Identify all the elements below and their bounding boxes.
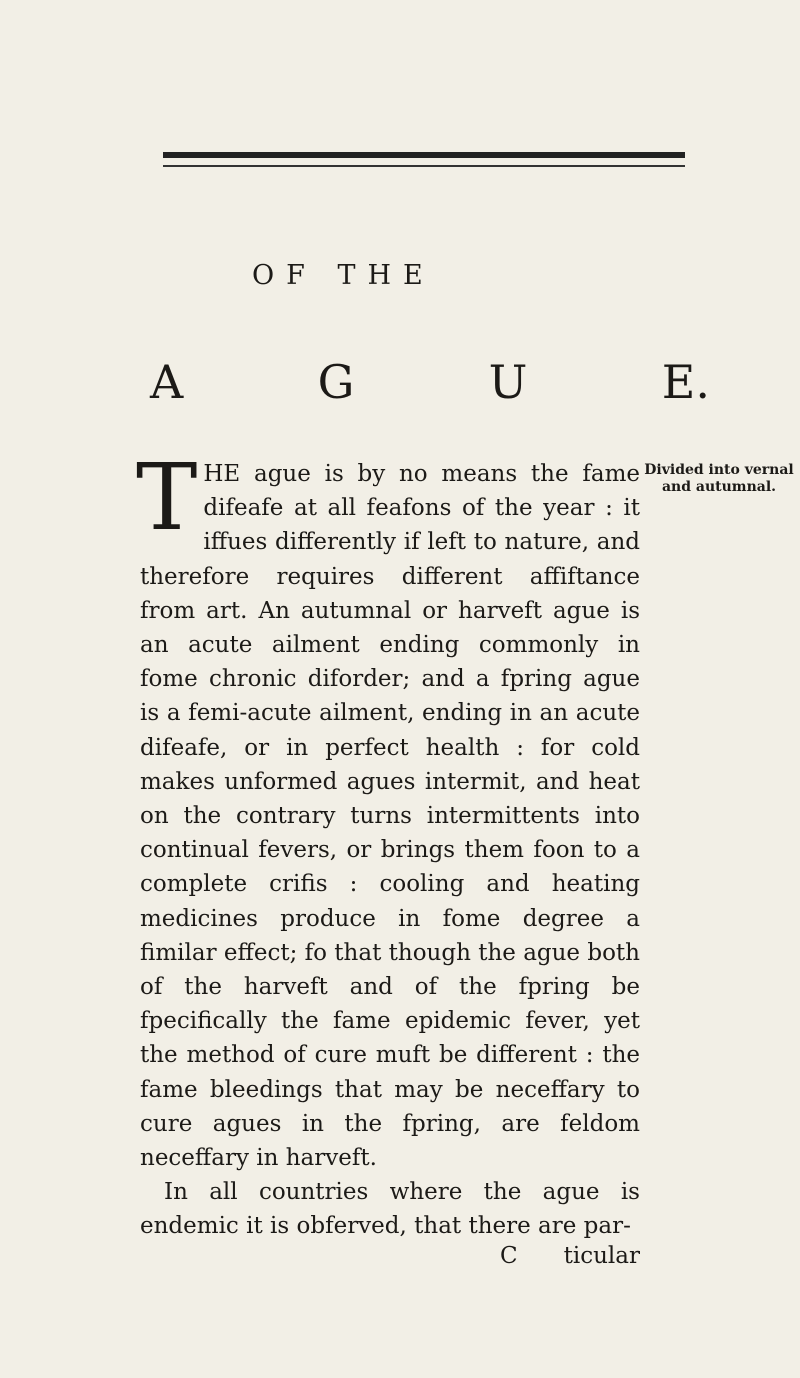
signature-mark: C (500, 1243, 518, 1269)
title-letter-a: A (150, 355, 184, 409)
drop-cap: T (136, 444, 198, 551)
heading-title (150, 355, 710, 409)
header-rule-thin (163, 165, 685, 167)
heading-subtitle: OF THE (252, 260, 435, 291)
title-letter-u: U (488, 355, 528, 409)
catchword: ticular (563, 1243, 640, 1269)
paragraph-1-text: HE ague is by no means the fame difeafe at all feafons of the year : it iffues differently if left to nature, and therefore requires different affiftance from art. An autumnal or harveft ague is an acute ailment ending commonly in fome chronic diforder; and a fpring ague is a femi-acute ailment, ending in an acute difeafe, or in perfect health : for cold makes unformed agues intermit, and heat on the contrary turns intermittents into continual fevers, or brings them foon to a complete crifis : cooling and heating medicines produce in fome degree a fimilar effect; fo that though the ague both of the harveft and of the fpring be fpecifically the fame epidemic fever, yet the method of cure muft be different : the fame bleedings that may be neceffary to cure agues in the fpring, are feldom neceffary in harveft. (140, 461, 640, 1172)
title-letter-e: E. (661, 355, 710, 409)
header-rule-thick (163, 152, 685, 158)
body-text (136, 444, 640, 1244)
paragraph-1 (136, 444, 640, 1175)
margin-note: Divided into vernal and autumnal. (644, 462, 794, 495)
paragraph-2: In all countries where the ague is endemic it is obferved, that there are par- (140, 1179, 640, 1240)
page-footer (140, 1243, 640, 1269)
title-letter-g: G (317, 355, 355, 409)
